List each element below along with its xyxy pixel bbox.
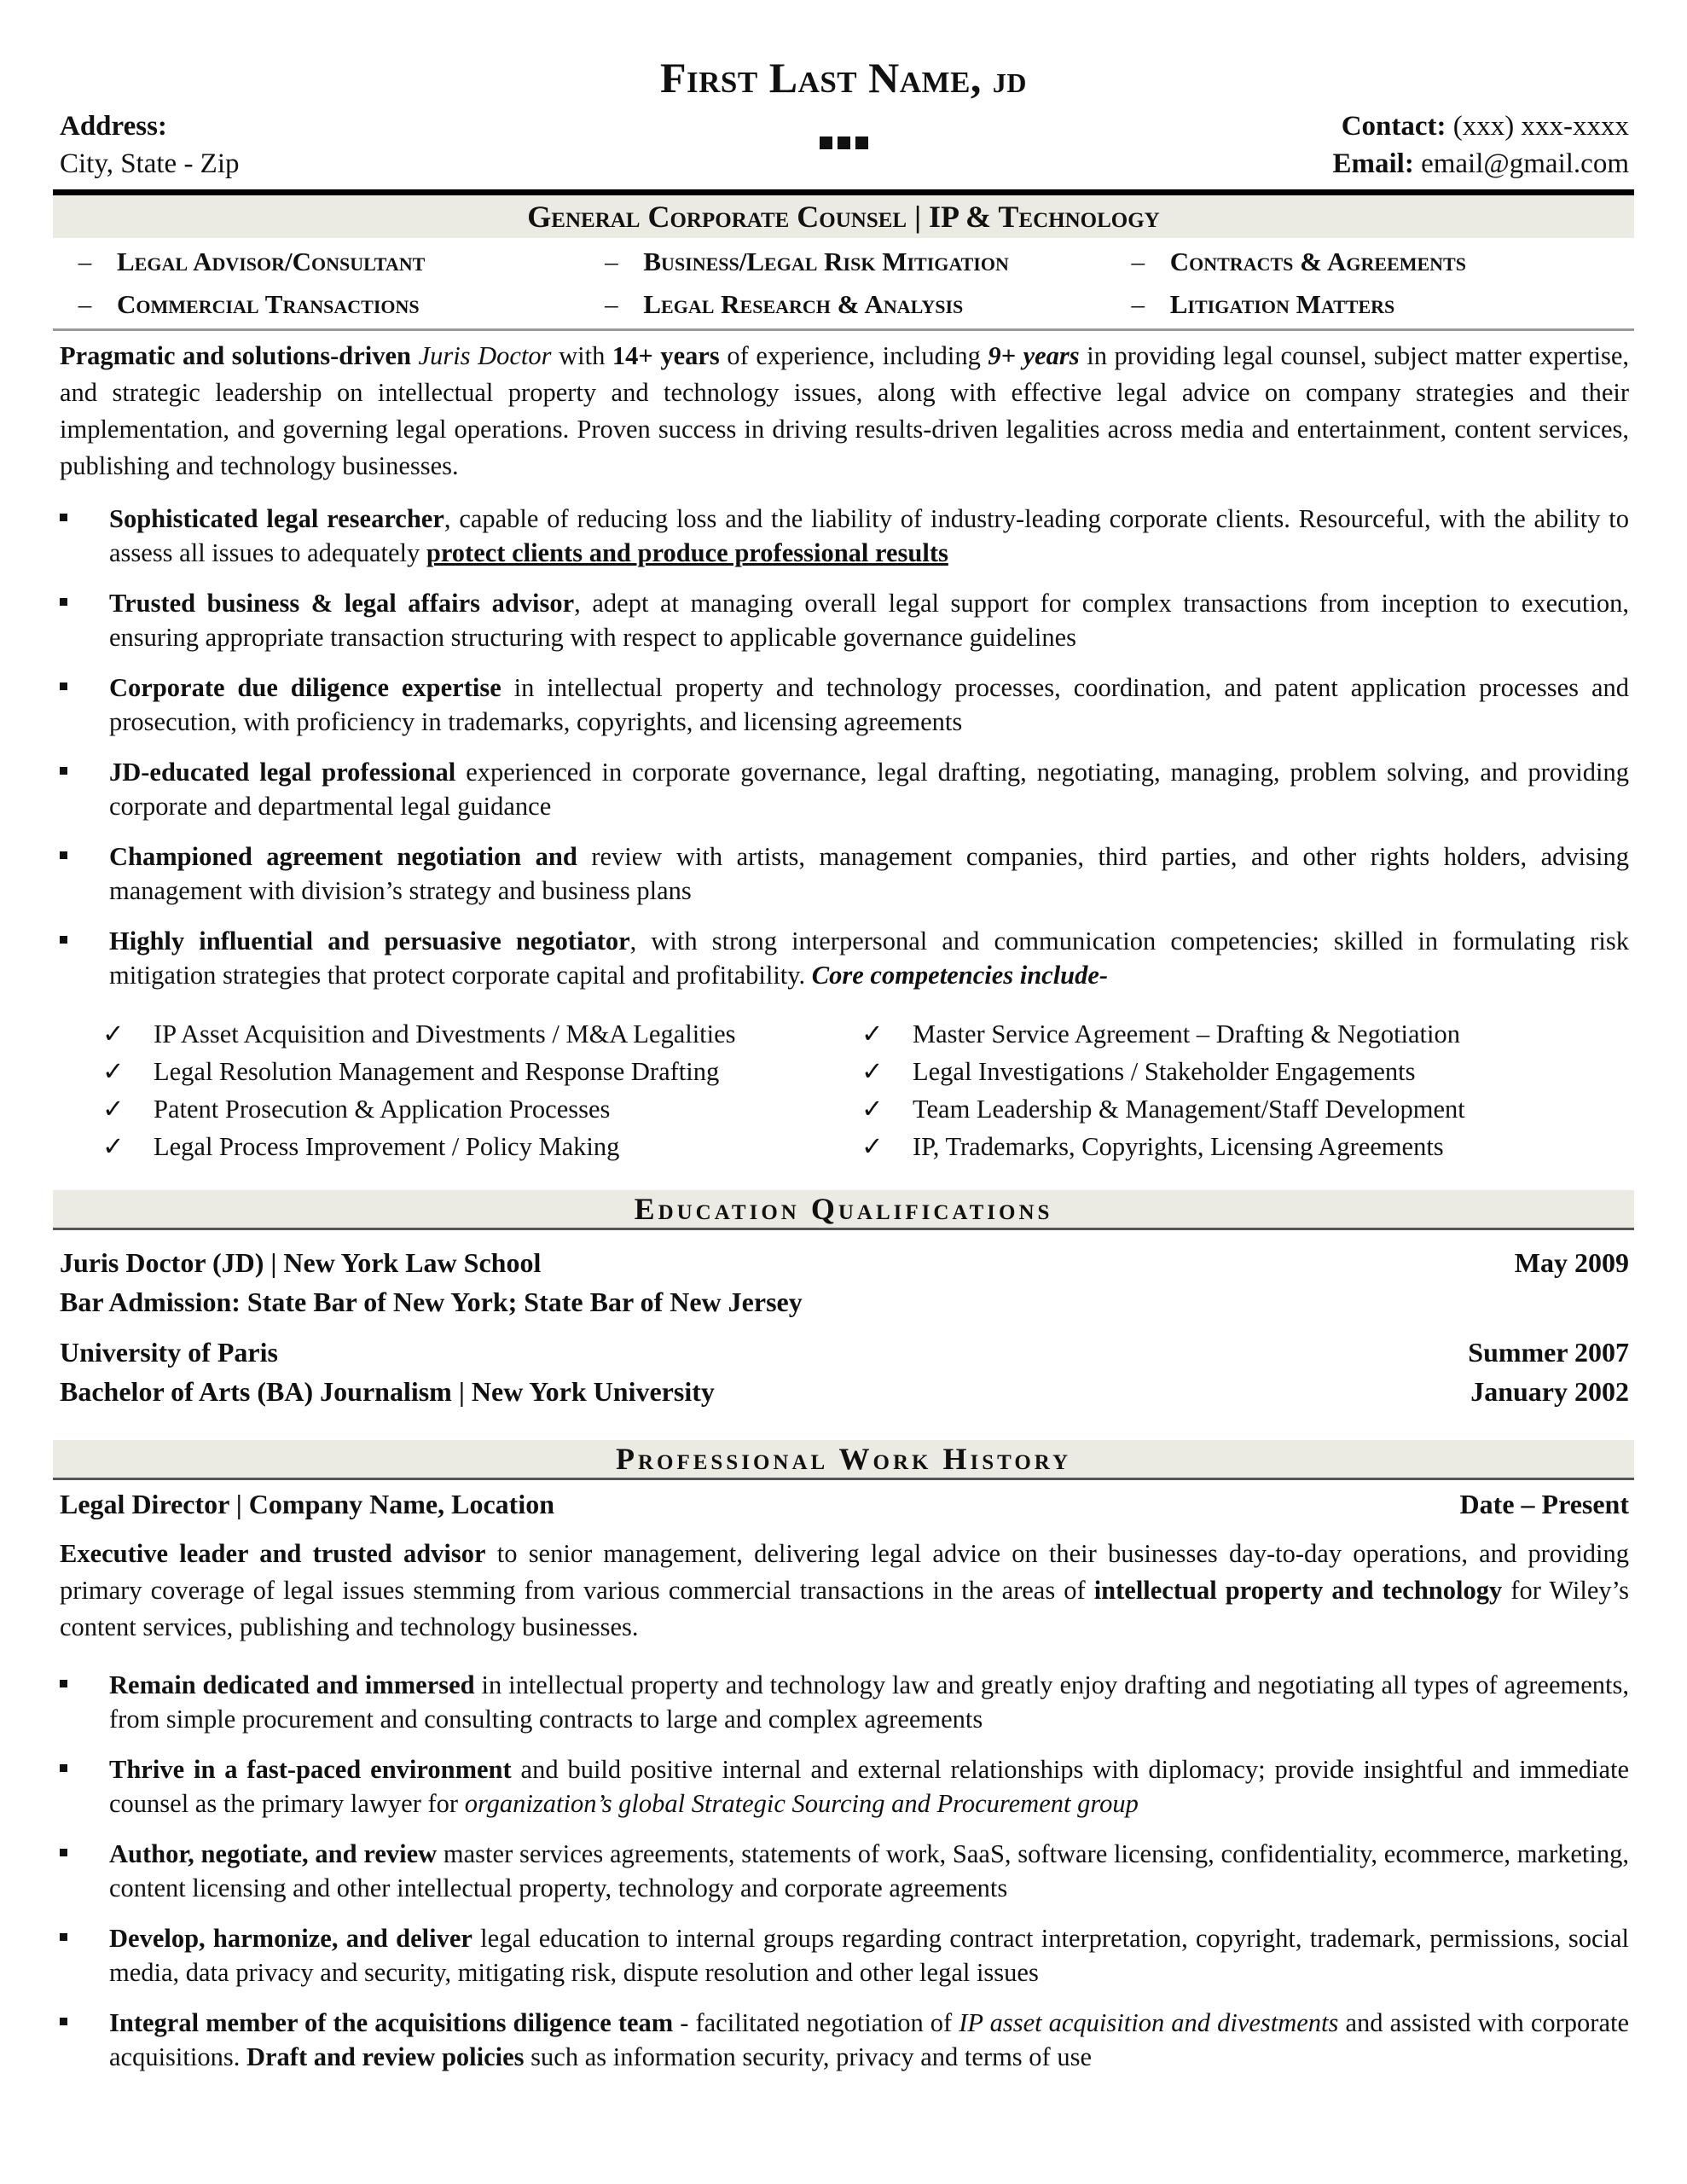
- job-title-row: [60, 1484, 1629, 1524]
- education-heading: Education Qualifications: [53, 1190, 1634, 1228]
- list-item: Highly influential and persuasive negotiator, with strong interpersonal and communication competencies; skilled in formulating risk mitigation strategies that protect corporate capital and profitability. Core competencies include-: [60, 924, 1629, 992]
- competency: Legal Process Improvement / Policy Making: [154, 1132, 620, 1161]
- bullet-icon: [60, 671, 109, 739]
- list-item: Author, negotiate, and review master services agreements, statements of work, SaaS, software licensing, confidentiality, ecommerce, marketing, content licensing and other intellectual property, technology and corporate agreements: [60, 1837, 1629, 1905]
- header-rule: [53, 189, 1634, 195]
- bullet-icon: [60, 1921, 109, 1989]
- competency: Team Leadership & Management/Staff Development: [913, 1095, 1465, 1124]
- check-icon: ✓: [861, 1132, 884, 1161]
- email-value[interactable]: email@gmail.com: [1421, 148, 1629, 179]
- work-divider: [53, 1478, 1634, 1480]
- competency: IP, Trademarks, Copyrights, Licensing Agreements: [913, 1132, 1444, 1161]
- candidate-name: [0, 53, 1687, 102]
- check-icon: ✓: [861, 1019, 884, 1048]
- bullet-icon: [60, 839, 109, 908]
- keyword: Business/Legal Risk Mitigation: [643, 247, 1009, 276]
- contact-label: Contact:: [1341, 111, 1446, 142]
- check-icon: ✓: [102, 1057, 125, 1086]
- keyword-divider: [53, 328, 1634, 331]
- list-item: Corporate due diligence expertise in intellectual property and technology processes, coordination, and patent application processes and prosecution, with proficiency in trademarks, copyrights, and licensing agreements: [60, 671, 1629, 739]
- competency: Legal Investigations / Stakeholder Engagements: [913, 1057, 1416, 1086]
- list-item: Sophisticated legal researcher, capable of reducing loss and the liability of industry-leading corporate clients. Resourceful, with the ability to assess all issues to adequately protect clients and produce professional results: [60, 502, 1629, 570]
- competency-column-right: [861, 1015, 1612, 1165]
- check-icon: ✓: [102, 1019, 125, 1048]
- bullet-icon: [60, 1752, 109, 1821]
- job-intro: Executive leader and trusted advisor to senior management, delivering legal advice on their businesses day-to-day operations, and providing primary coverage of legal issues stemming from various commercial transactions in the areas of intellectual property and technology for Wiley’s content services, publishing and technology businesses.: [60, 1539, 1629, 1641]
- bullet-icon: [60, 1668, 109, 1736]
- job-bullets: [60, 1668, 1629, 2090]
- phone-value: (xxx) xxx-xxxx: [1452, 111, 1629, 142]
- bullet-icon: [60, 502, 109, 570]
- competency: IP Asset Acquisition and Divestments / M&A Legalities: [154, 1019, 736, 1048]
- check-icon: ✓: [861, 1057, 884, 1086]
- bullet-icon: [60, 755, 109, 823]
- address-value: City, State - Zip: [60, 148, 240, 179]
- bullet-icon: [60, 1837, 109, 1905]
- keyword: Legal Advisor/Consultant: [117, 247, 426, 276]
- keyword: Contracts & Agreements: [1169, 247, 1466, 276]
- address-label: Address:: [60, 111, 167, 142]
- list-item: Thrive in a fast-paced environment and build positive internal and external relationships with diplomacy; provide insightful and immediate counsel as the primary lawyer for organization’s global Strategic Sourcing and Procurement group: [60, 1752, 1629, 1821]
- contact-block: [1333, 107, 1630, 183]
- check-icon: ✓: [102, 1132, 125, 1161]
- education-entry: Bachelor of Arts (BA) Journalism | New York University January 2002: [60, 1376, 1629, 1407]
- bullet-icon: [60, 586, 109, 654]
- address-block: [60, 107, 240, 183]
- job-role: Legal Director | Company Name, Location: [60, 1489, 555, 1519]
- email-label: Email:: [1332, 148, 1414, 179]
- name-text: First Last Name,: [659, 54, 982, 102]
- competency-list: [102, 1015, 1629, 1165]
- work-heading: Professional Work History: [53, 1440, 1634, 1478]
- keyword-row: – Commercial Transactions – Legal Research & Analysis – Litigation Matters: [78, 289, 1395, 319]
- job-dates: Date – Present: [1459, 1489, 1629, 1519]
- education-entry: Bar Admission: State Bar of New York; State Bar of New Jersey: [60, 1287, 803, 1317]
- keyword: Legal Research & Analysis: [643, 289, 964, 319]
- highlight-list: [60, 502, 1629, 1008]
- bullet-icon: [60, 924, 109, 992]
- summary-paragraph: Pragmatic and solutions-driven Juris Doctor with 14+ years of experience, including 9+ years in providing legal counsel, subject matter expertise, and strategic leadership on intellectual property and technology issues, along with effective legal advice on company strategies and their implementation, and governing legal operations. Proven success in driving results-driven legalities across media and entertainment, content services, publishing and technology businesses.: [60, 341, 1630, 480]
- credential: JD: [992, 67, 1028, 98]
- title-band: General Corporate Counsel | IP & Technology: [53, 195, 1634, 238]
- list-item: Trusted business & legal affairs advisor, adept at managing overall legal support for complex transactions from inception to execution, ensuring appropriate transaction structuring with respect to applicable governance guidelines: [60, 586, 1629, 654]
- bullet-icon: [60, 2006, 109, 2074]
- list-item: Remain dedicated and immersed in intellectual property and technology law and greatly enjoy drafting and negotiating all types of agreements, from simple procurement and consulting contracts to large and complex agreements: [60, 1668, 1629, 1736]
- list-item: Develop, harmonize, and deliver legal education to internal groups regarding contract interpretation, copyright, trademark, permissions, social media, data privacy and security, mitigating risk, dispute resolution and other legal issues: [60, 1921, 1629, 1989]
- keyword: Litigation Matters: [1169, 289, 1395, 319]
- list-item: Integral member of the acquisitions diligence team - facilitated negotiation of IP asset acquisition and divestments and assisted with corporate acquisitions. Draft and review policies such as information security, privacy and terms of use: [60, 2006, 1629, 2074]
- keyword: Commercial Transactions: [117, 289, 420, 319]
- competency: Legal Resolution Management and Response Drafting: [154, 1057, 720, 1086]
- list-item: Championed agreement negotiation and review with artists, management companies, third parties, and other rights holders, advising management with division’s strategy and business plans: [60, 839, 1629, 908]
- competency: Master Service Agreement – Drafting & Negotiation: [913, 1019, 1461, 1048]
- competency: Patent Prosecution & Application Processes: [154, 1095, 611, 1124]
- list-item: JD-educated legal professional experienced in corporate governance, legal drafting, negotiating, managing, problem solving, and providing corporate and departmental legal guidance: [60, 755, 1629, 823]
- education-divider: [53, 1228, 1634, 1230]
- check-icon: ✓: [102, 1095, 125, 1124]
- check-icon: ✓: [861, 1095, 884, 1124]
- education-entry: University of Paris Summer 2007: [60, 1337, 1629, 1368]
- keyword-row: – Legal Advisor/Consultant – Business/Legal Risk Mitigation – Contracts & Agreements: [78, 247, 1466, 276]
- keyword-grid: [53, 241, 1634, 326]
- education-entry: Juris Doctor (JD) | New York Law School May 2009: [60, 1247, 1629, 1278]
- competency-column-left: [102, 1015, 861, 1165]
